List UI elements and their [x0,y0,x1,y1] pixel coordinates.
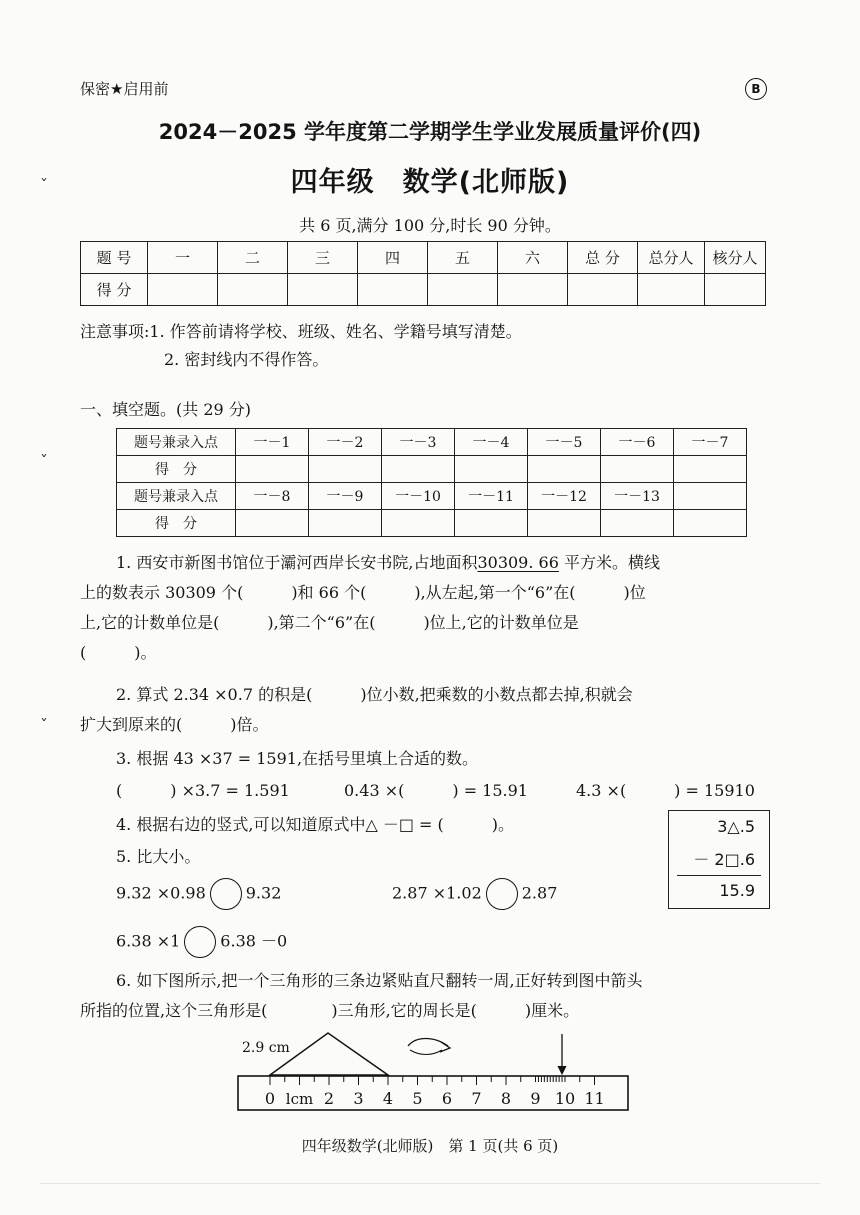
score-header-cell: 总 分 [568,242,638,274]
q1-text: 1. 西安市新图书馆位于灞河西岸长安书院,占地面积 [116,553,478,572]
ruler-number: 8 [500,1089,512,1108]
ruler-number: 2 [323,1089,335,1108]
ruler-ticks [270,1076,595,1085]
page-footer: 四年级数学(北师版) 第 1 页(共 6 页) [301,1137,559,1155]
entry-code: 一－9 [309,483,382,510]
notes [80,318,522,374]
q1-line-2: 上的数表示 30309 个( )和 66 个( ),从左起,第一个“6”在( )位 [80,583,646,602]
score-table [80,241,766,306]
ruler-number: 5 [412,1089,423,1108]
note-line-2: 2. 密封线内不得作答。 [164,350,329,369]
ruler-unit: lcm [285,1090,314,1108]
q3-eq-1: ( ) ×3.7 = 1.591 [116,781,290,800]
score-header-cell: 二 [218,242,288,274]
entry-empty-cell [674,483,747,510]
entry-score-cell[interactable] [236,456,309,483]
entry-code: 一－11 [455,483,528,510]
score-table-header-row [81,242,766,274]
q1-underlined-number: 30309. 66 [477,553,559,572]
entry-score-cell[interactable] [674,510,747,537]
q1-line-3: 上,它的计数单位是( ),第二个“6”在( )位上,它的计数单位是 [80,613,579,632]
entry-score-label: 得 分 [117,510,236,537]
entry-score-cell[interactable] [528,456,601,483]
ruler-figure [236,1030,632,1116]
q3-eq-3: 4.3 ×( ) = 15910 [576,781,755,800]
q6-line-1: 6. 如下图所示,把一个三角形的三条边紧贴直尺翻转一周,正好转到图中箭头 [116,971,643,990]
score-cell[interactable] [705,274,766,306]
entry-score-cell[interactable] [309,456,382,483]
compare-2-left: 2.87 ×1.02 [392,883,482,903]
note-line-1: 注意事项:1. 作答前请将学校、班级、姓名、学籍号填写清楚。 [80,322,522,341]
score-header-cell: 核分人 [705,242,766,274]
entry-score-cell[interactable] [236,510,309,537]
entry-code: 一－3 [382,429,455,456]
entry-code-row [117,483,747,510]
vertical-calculation [668,810,770,909]
score-header-cell: 六 [498,242,568,274]
vertical-line-bar [677,875,761,876]
entry-code: 一－4 [455,429,528,456]
ruler-number: 3 [353,1089,364,1108]
entry-code: 一－1 [236,429,309,456]
exam-title: 2024－2025 学年度第二学期学生学业发展质量评价(四) [158,120,702,144]
entry-score-cell[interactable] [601,510,674,537]
score-cell[interactable] [148,274,218,306]
vertical-line-1: 3△.5 [717,817,755,836]
ruler-number: 9 [530,1089,541,1108]
entry-score-cell[interactable] [382,510,455,537]
q6-line-2: 所指的位置,这个三角形是( )三角形,它的周长是( )厘米。 [80,1001,580,1020]
score-cell[interactable] [498,274,568,306]
entry-table [116,428,747,537]
score-header-cell: 五 [428,242,498,274]
score-cell[interactable] [568,274,638,306]
score-header-cell: 题 号 [81,242,148,274]
entry-score-cell[interactable] [601,456,674,483]
q3-line-1: 3. 根据 43 ×37 = 1591,在括号里填上合适的数。 [116,749,479,768]
triangle-side-label: 2.9 cm [242,1040,290,1056]
exam-subtitle: 四年级 数学(北师版) [290,167,570,198]
entry-score-cell[interactable] [455,456,528,483]
ruler-labels [265,1089,605,1108]
entry-label: 题号兼录入点 [117,483,236,510]
entry-code: 一－8 [236,483,309,510]
entry-code: 一－13 [601,483,674,510]
score-table-score-row [81,274,766,306]
q4-line-1: 4. 根据右边的竖式,可以知道原式中△ －□ = ( )。 [116,815,515,834]
score-header-cell: 三 [288,242,358,274]
entry-code: 一－5 [528,429,601,456]
ruler-number: 11 [584,1089,605,1108]
entry-code: 一－7 [674,429,747,456]
ruler-number: 6 [441,1089,453,1108]
ruler-number: 10 [554,1089,576,1108]
pointer-arrow-head [558,1066,566,1074]
question-2 [80,680,780,740]
entry-code-row [117,429,747,456]
entry-score-cell[interactable] [455,510,528,537]
entry-score-cell[interactable] [528,510,601,537]
entry-score-cell[interactable] [382,456,455,483]
score-header-cell: 一 [148,242,218,274]
compare-3-right: 6.38 －0 [220,931,288,951]
bottom-rule [40,1183,820,1184]
q5-line-1: 5. 比大小。 [116,847,201,866]
compare-circle[interactable] [486,878,518,910]
margin-mark: ˇ [40,452,48,471]
version-badge: B [745,78,767,100]
entry-code: 一－10 [382,483,455,510]
margin-mark: ˇ [40,176,48,195]
compare-3-left: 6.38 ×1 [116,931,181,951]
ruler-number: 7 [471,1089,482,1108]
entry-code: 一－2 [309,429,382,456]
vertical-result: 15.9 [719,881,755,900]
entry-code: 一－6 [601,429,674,456]
score-cell[interactable] [358,274,428,306]
q2-line-1: 2. 算式 2.34 ×0.7 的积是( )位小数,把乘数的小数点都去掉,积就会 [116,685,633,704]
compare-circle[interactable] [184,926,216,958]
section-1-title: 一、填空题。(共 29 分) [80,400,252,419]
margin-mark: ˇ [40,716,48,735]
q1-line-1 [80,548,780,578]
score-cell[interactable] [288,274,358,306]
entry-score-label: 得 分 [117,456,236,483]
compare-2 [392,878,557,910]
score-header-cell: 四 [358,242,428,274]
q2-line-2: 扩大到原来的( )倍。 [80,715,269,734]
score-header-cell: 总分人 [638,242,705,274]
entry-score-cell[interactable] [309,510,382,537]
exam-info: 共 6 页,满分 100 分,时长 90 分钟。 [299,216,561,235]
ruler-number: 0 [264,1089,276,1108]
entry-score-row [117,456,747,483]
q3-eq-2: 0.43 ×( ) = 15.91 [344,781,528,800]
entry-score-cell[interactable] [674,456,747,483]
score-cell[interactable] [428,274,498,306]
entry-label: 题号兼录入点 [117,429,236,456]
question-1 [80,548,780,668]
q1-text: 平方米。横线 [558,553,660,572]
compare-circle[interactable] [210,878,242,910]
score-cell[interactable] [218,274,288,306]
entry-score-row [117,510,747,537]
secret-label: 保密★启用前 [80,80,169,98]
ruler-number: 4 [382,1089,394,1108]
compare-3 [116,926,287,958]
compare-1-left: 9.32 ×0.98 [116,883,206,903]
compare-1 [116,878,281,910]
flip-arrow-curve [410,1050,442,1055]
q1-line-4: ( )。 [80,643,157,662]
entry-code: 一－12 [528,483,601,510]
compare-1-right: 9.32 [245,883,282,903]
score-cell[interactable] [638,274,705,306]
question-6 [80,966,780,1026]
score-row-label: 得 分 [81,274,148,306]
compare-2-right: 2.87 [521,883,558,903]
vertical-line-2: － 2□.6 [693,850,755,869]
